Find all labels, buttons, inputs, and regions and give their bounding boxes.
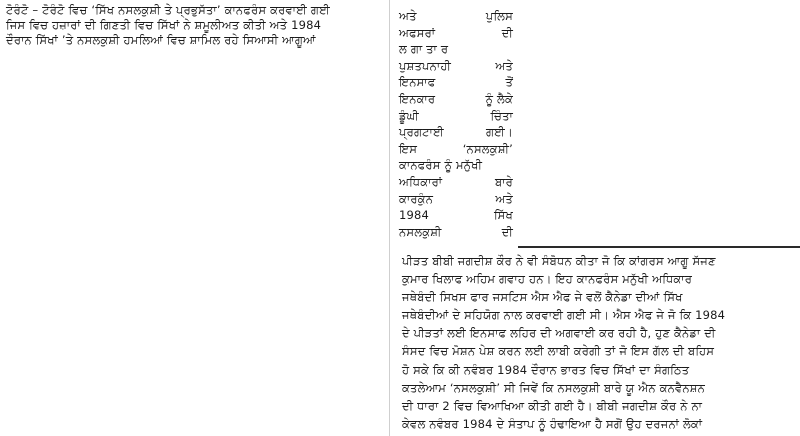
middle-line: ਪੁਸ਼ਤਪਨਾਹੀ ਅਤੇ [399,58,513,73]
middle-line: ਅਫਸਰਾਂ ਦੀ [399,25,513,40]
bottom-line: ਕੇਵਲ ਨਵੰਬਰ 1984 ਦੇ ਸੰਤਾਪ ਨੂੰ ਹੰਢਾਇਆ ਹੈ ਸਗੋਂ ਉਹ ਦਰਜਨਾਂ ਲੋਕਾਂ [402,416,703,431]
column-divider-horizontal [518,246,800,248]
bottom-line: ਹੋ ਸਕੇ ਕਿ ਕੀ ਨਵੰਬਰ 1984 ਦੌਰਾਨ ਭਾਰਤ ਵਿਚ ਸਿੱਖਾਂ ਦਾ ਸੰਗਠਿਤ [402,362,690,377]
middle-column [399,8,513,240]
middle-line: 1984 ਸਿੱਖ [399,208,513,223]
bottom-line: ਜਥੇਬੰਦੀ ਸਿਖਸ ਫਾਰ ਜਸਟਿਸ ਐਸ ਐਫ ਜੇ ਵਲੋਂ ਕੈਨੇਡਾ ਦੀਆਂ ਸਿੱਖ [402,290,683,305]
bottom-line: ਦੇ ਪੀੜਤਾਂ ਲਈ ਇਨਸਾਫ ਲਹਿਰ ਦੀ ਅਗਵਾਈ ਕਰ ਰਹੀ ਹੈ, ਹੁਣ ਕੈਨੇਡਾ ਦੀ [402,326,716,341]
middle-line: ਲ ਗਾ ਤਾ ਰ [399,42,449,57]
middle-line: ਇਸ ‘ਨਸਲਕੁਸ਼ੀ’ [399,141,513,156]
middle-line: ਡੂੰਘੀ ਚਿੰਤਾ [399,108,513,123]
middle-line: ਪ੍ਰਗਟਾਈ ਗਈ। [399,125,513,140]
bottom-line: ਦੀ ਧਾਰਾ 2 ਵਿਚ ਵਿਆਖਿਆ ਕੀਤੀ ਗਈ ਹੈ। ਬੀਬੀ ਜਗਦੀਸ਼ ਕੌਰ ਨੇ ਨਾ [402,398,703,413]
bottom-line: ਪੀੜਤ ਬੀਬੀ ਜਗਦੀਸ਼ ਕੌਰ ਨੇ ਵੀ ਸੰਬੋਧਨ ਕੀਤਾ ਜੋ ਕਿ ਕਾਂਗਰਸ ਆਗੂ ਸੱਜਣ [402,254,716,268]
left-line: ਟੋਰੰਟੋ – ਟੋਰੰਟੋ ਵਿਚ ‘ਸਿੱਖ ਨਸਲਕੁਸ਼ੀ ਤੇ ਪ੍ਰਭੁਸੱਤਾ’ ਕਾਨਫਰੰਸ ਕਰਵਾਈ ਗਈ [6,3,330,17]
middle-line: ਇਨਸਾਫ ਤੋਂ [399,75,513,90]
bottom-line: ਕਤਲੇਆਮ ‘ਨਸਲਕੁਸ਼ੀ’ ਸੀ ਜਿਵੇਂ ਕਿ ਨਸਲਕੁਸ਼ੀ ਬਾਰੇ ਯੂ ਐਨ ਕਨਵੈਨਸ਼ਨ [402,380,706,395]
middle-line: ਅਧਿਕਾਰਾਂ ਬਾਰੇ [399,174,513,189]
middle-line: ਕਾਨਫਰੰਸ ਨੂੰ ਮਨੁੱਖੀ [399,158,483,173]
middle-line: ਨਸਲਕੁਸ਼ੀ ਦੀ [399,224,513,239]
bottom-line: ਜਥੇਬੰਦੀਆਂ ਦੇ ਸਹਿਯੋਗ ਨਾਲ ਕਰਵਾਈ ਗਈ ਸੀ। ਐਸ ਐਫ ਜੇ ਜੋ ਕਿ 1984 [402,308,726,323]
column-divider-vertical [389,0,390,436]
left-column [6,3,384,48]
middle-line: ਕਾਰਕੁੰਨ ਅਤੇ [399,191,513,206]
bottom-line: ਸੰਸਦ ਵਿਚ ਮੋਸ਼ਨ ਪੇਸ਼ ਕਰਨ ਲਈ ਲਾਬੀ ਕਰੇਗੀ ਤਾਂ ਜੋ ਇਸ ਗੱਲ ਦੀ ਬਹਿਸ [402,344,715,359]
left-line: ਜਿਸ ਵਿਚ ਹਜ਼ਾਰਾਂ ਦੀ ਗਿਣਤੀ ਵਿਚ ਸਿੱਖਾਂ ਨੇ ਸ਼ਮੂਲੀਅਤ ਕੀਤੀ ਅਤੇ 1984 [6,18,322,32]
bottom-column [402,252,796,433]
middle-line: ਅਤੇ ਪੁਲਿਸ [399,9,513,23]
middle-line: ਇਨਕਾਰ ਨੂੰ ਲੈਕੇ [399,91,513,106]
bottom-line: ਕੁਮਾਰ ਖਿਲਾਫ ਅਹਿਮ ਗਵਾਹ ਹਨ। ਇਹ ਕਾਨਫਰੰਸ ਮਨੁੱਖੀ ਅਧਿਕਾਰ [402,272,693,287]
left-line: ਦੌਰਾਨ ਸਿੱਖਾਂ ’ਤੇ ਨਸਲਕੁਸ਼ੀ ਹਮਲਿਆਂ ਵਿਚ ਸ਼ਾਮਿਲ ਰਹੇ ਸਿਆਸੀ ਆਗੂਆਂ [6,33,316,47]
